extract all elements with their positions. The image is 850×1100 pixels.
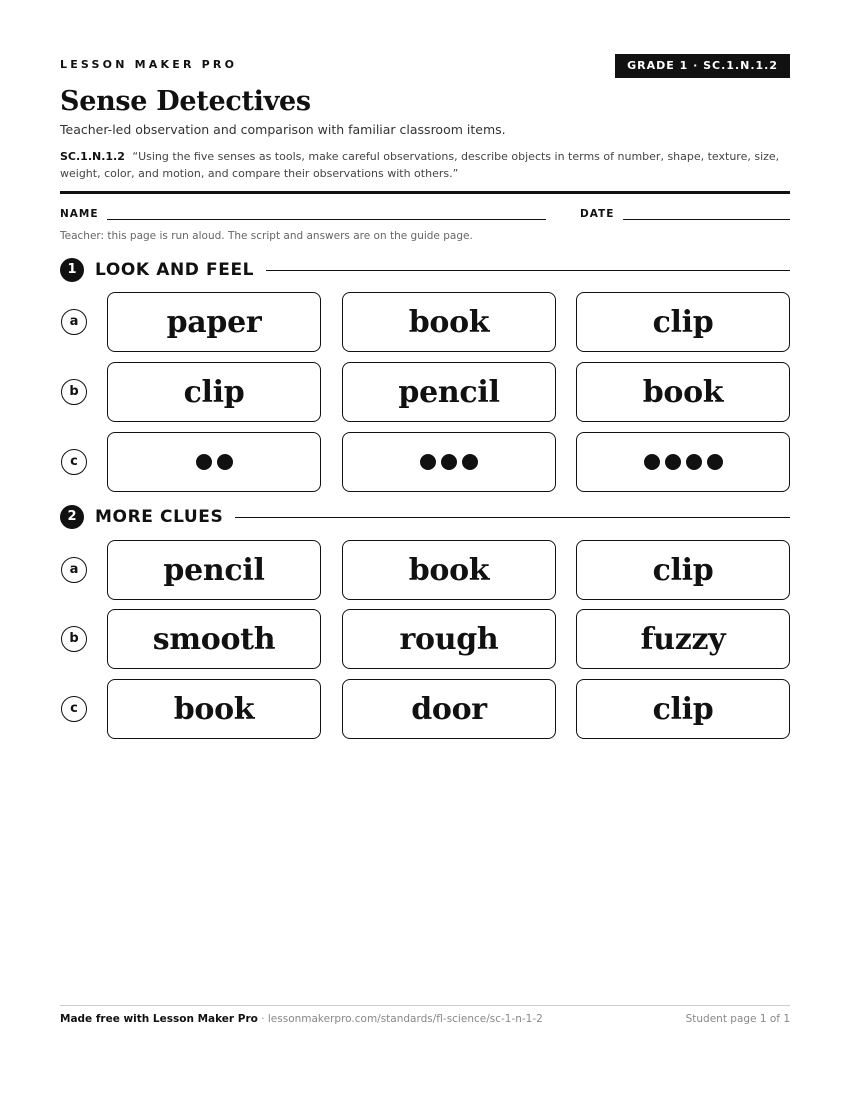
card-word: book bbox=[408, 552, 490, 588]
row-letter-badge: b bbox=[61, 626, 87, 652]
dot bbox=[665, 454, 681, 470]
card-word: paper bbox=[166, 304, 262, 340]
dot bbox=[441, 454, 457, 470]
section-title: MORE CLUES bbox=[95, 507, 235, 527]
brand-name: LESSON MAKER PRO bbox=[60, 58, 238, 71]
word-card[interactable] bbox=[576, 362, 790, 422]
name-field-line[interactable] bbox=[107, 219, 546, 220]
date-label: DATE bbox=[580, 208, 615, 220]
section-title: LOOK AND FEEL bbox=[95, 260, 266, 280]
section-1-row-b bbox=[60, 362, 790, 422]
card-word: book bbox=[642, 374, 724, 410]
page-subtitle: Teacher-led observation and comparison with familiar classroom items. bbox=[60, 122, 506, 137]
word-card[interactable] bbox=[576, 679, 790, 739]
section-1-header bbox=[60, 258, 790, 282]
footer-made-with: Made free with Lesson Maker Pro bbox=[60, 1013, 258, 1025]
footer-divider bbox=[60, 1005, 790, 1006]
word-card[interactable] bbox=[576, 292, 790, 352]
footer-url[interactable]: lessonmakerpro.com/standards/fl-science/sc-1-n-1-2 bbox=[267, 1013, 543, 1025]
name-label: NAME bbox=[60, 208, 99, 220]
teacher-note: Teacher: this page is run aloud. The script and answers are on the guide page. bbox=[60, 230, 473, 242]
word-card[interactable] bbox=[107, 362, 321, 422]
word-card[interactable] bbox=[342, 609, 556, 669]
row-letter-badge: a bbox=[61, 557, 87, 583]
grade-badge: GRADE 1 · SC.1.N.1.2 bbox=[615, 54, 790, 78]
word-card[interactable] bbox=[342, 292, 556, 352]
dot-card[interactable] bbox=[107, 432, 321, 492]
footer-page-label: Student page 1 of 1 bbox=[685, 1013, 790, 1025]
section-2-header bbox=[60, 505, 790, 529]
standard-statement bbox=[60, 148, 790, 182]
word-card[interactable] bbox=[107, 292, 321, 352]
card-word: book bbox=[408, 304, 490, 340]
top-bar bbox=[60, 54, 790, 78]
section-number-badge: 1 bbox=[60, 258, 84, 282]
row-letter-badge: b bbox=[61, 379, 87, 405]
section-number-badge: 2 bbox=[60, 505, 84, 529]
dot-group bbox=[420, 454, 478, 470]
standard-code: SC.1.N.1.2 bbox=[60, 150, 125, 163]
card-word: smooth bbox=[152, 621, 276, 657]
card-word: clip bbox=[652, 691, 714, 727]
card-word: clip bbox=[652, 552, 714, 588]
row-letter-badge: c bbox=[61, 449, 87, 475]
page-title: Sense Detectives bbox=[60, 86, 311, 117]
word-card[interactable] bbox=[576, 540, 790, 600]
word-card[interactable] bbox=[342, 362, 556, 422]
footer-credit bbox=[60, 1013, 543, 1025]
dot-card[interactable] bbox=[576, 432, 790, 492]
dot bbox=[217, 454, 233, 470]
card-word: pencil bbox=[163, 552, 265, 588]
card-word: clip bbox=[183, 374, 245, 410]
dot-group bbox=[644, 454, 723, 470]
word-card[interactable] bbox=[107, 540, 321, 600]
word-card[interactable] bbox=[107, 609, 321, 669]
card-word: book bbox=[173, 691, 255, 727]
date-field-line[interactable] bbox=[623, 219, 790, 220]
footer-separator: · bbox=[257, 1013, 268, 1025]
dot bbox=[686, 454, 702, 470]
word-card[interactable] bbox=[342, 540, 556, 600]
dot bbox=[707, 454, 723, 470]
section-2-row-c bbox=[60, 679, 790, 739]
card-word: rough bbox=[399, 621, 499, 657]
section-1-row-c bbox=[60, 432, 790, 492]
word-card[interactable] bbox=[107, 679, 321, 739]
dot bbox=[420, 454, 436, 470]
card-word: clip bbox=[652, 304, 714, 340]
word-card[interactable] bbox=[342, 679, 556, 739]
card-word: pencil bbox=[398, 374, 500, 410]
standard-text: “Using the five senses as tools, make careful observations, describe objects in terms of number, shape, texture, size, weight, color, and motion, and compare their observations with others.” bbox=[60, 150, 780, 180]
dot-group bbox=[196, 454, 233, 470]
card-word: door bbox=[411, 691, 487, 727]
row-letter-badge: c bbox=[61, 696, 87, 722]
section-2-row-a bbox=[60, 540, 790, 600]
section-2-row-b bbox=[60, 609, 790, 669]
card-word: fuzzy bbox=[640, 621, 726, 657]
dot-card[interactable] bbox=[342, 432, 556, 492]
row-letter-badge: a bbox=[61, 309, 87, 335]
dot bbox=[196, 454, 212, 470]
section-1-row-a bbox=[60, 292, 790, 352]
dot bbox=[644, 454, 660, 470]
header-divider bbox=[60, 191, 790, 194]
dot bbox=[462, 454, 478, 470]
word-card[interactable] bbox=[576, 609, 790, 669]
